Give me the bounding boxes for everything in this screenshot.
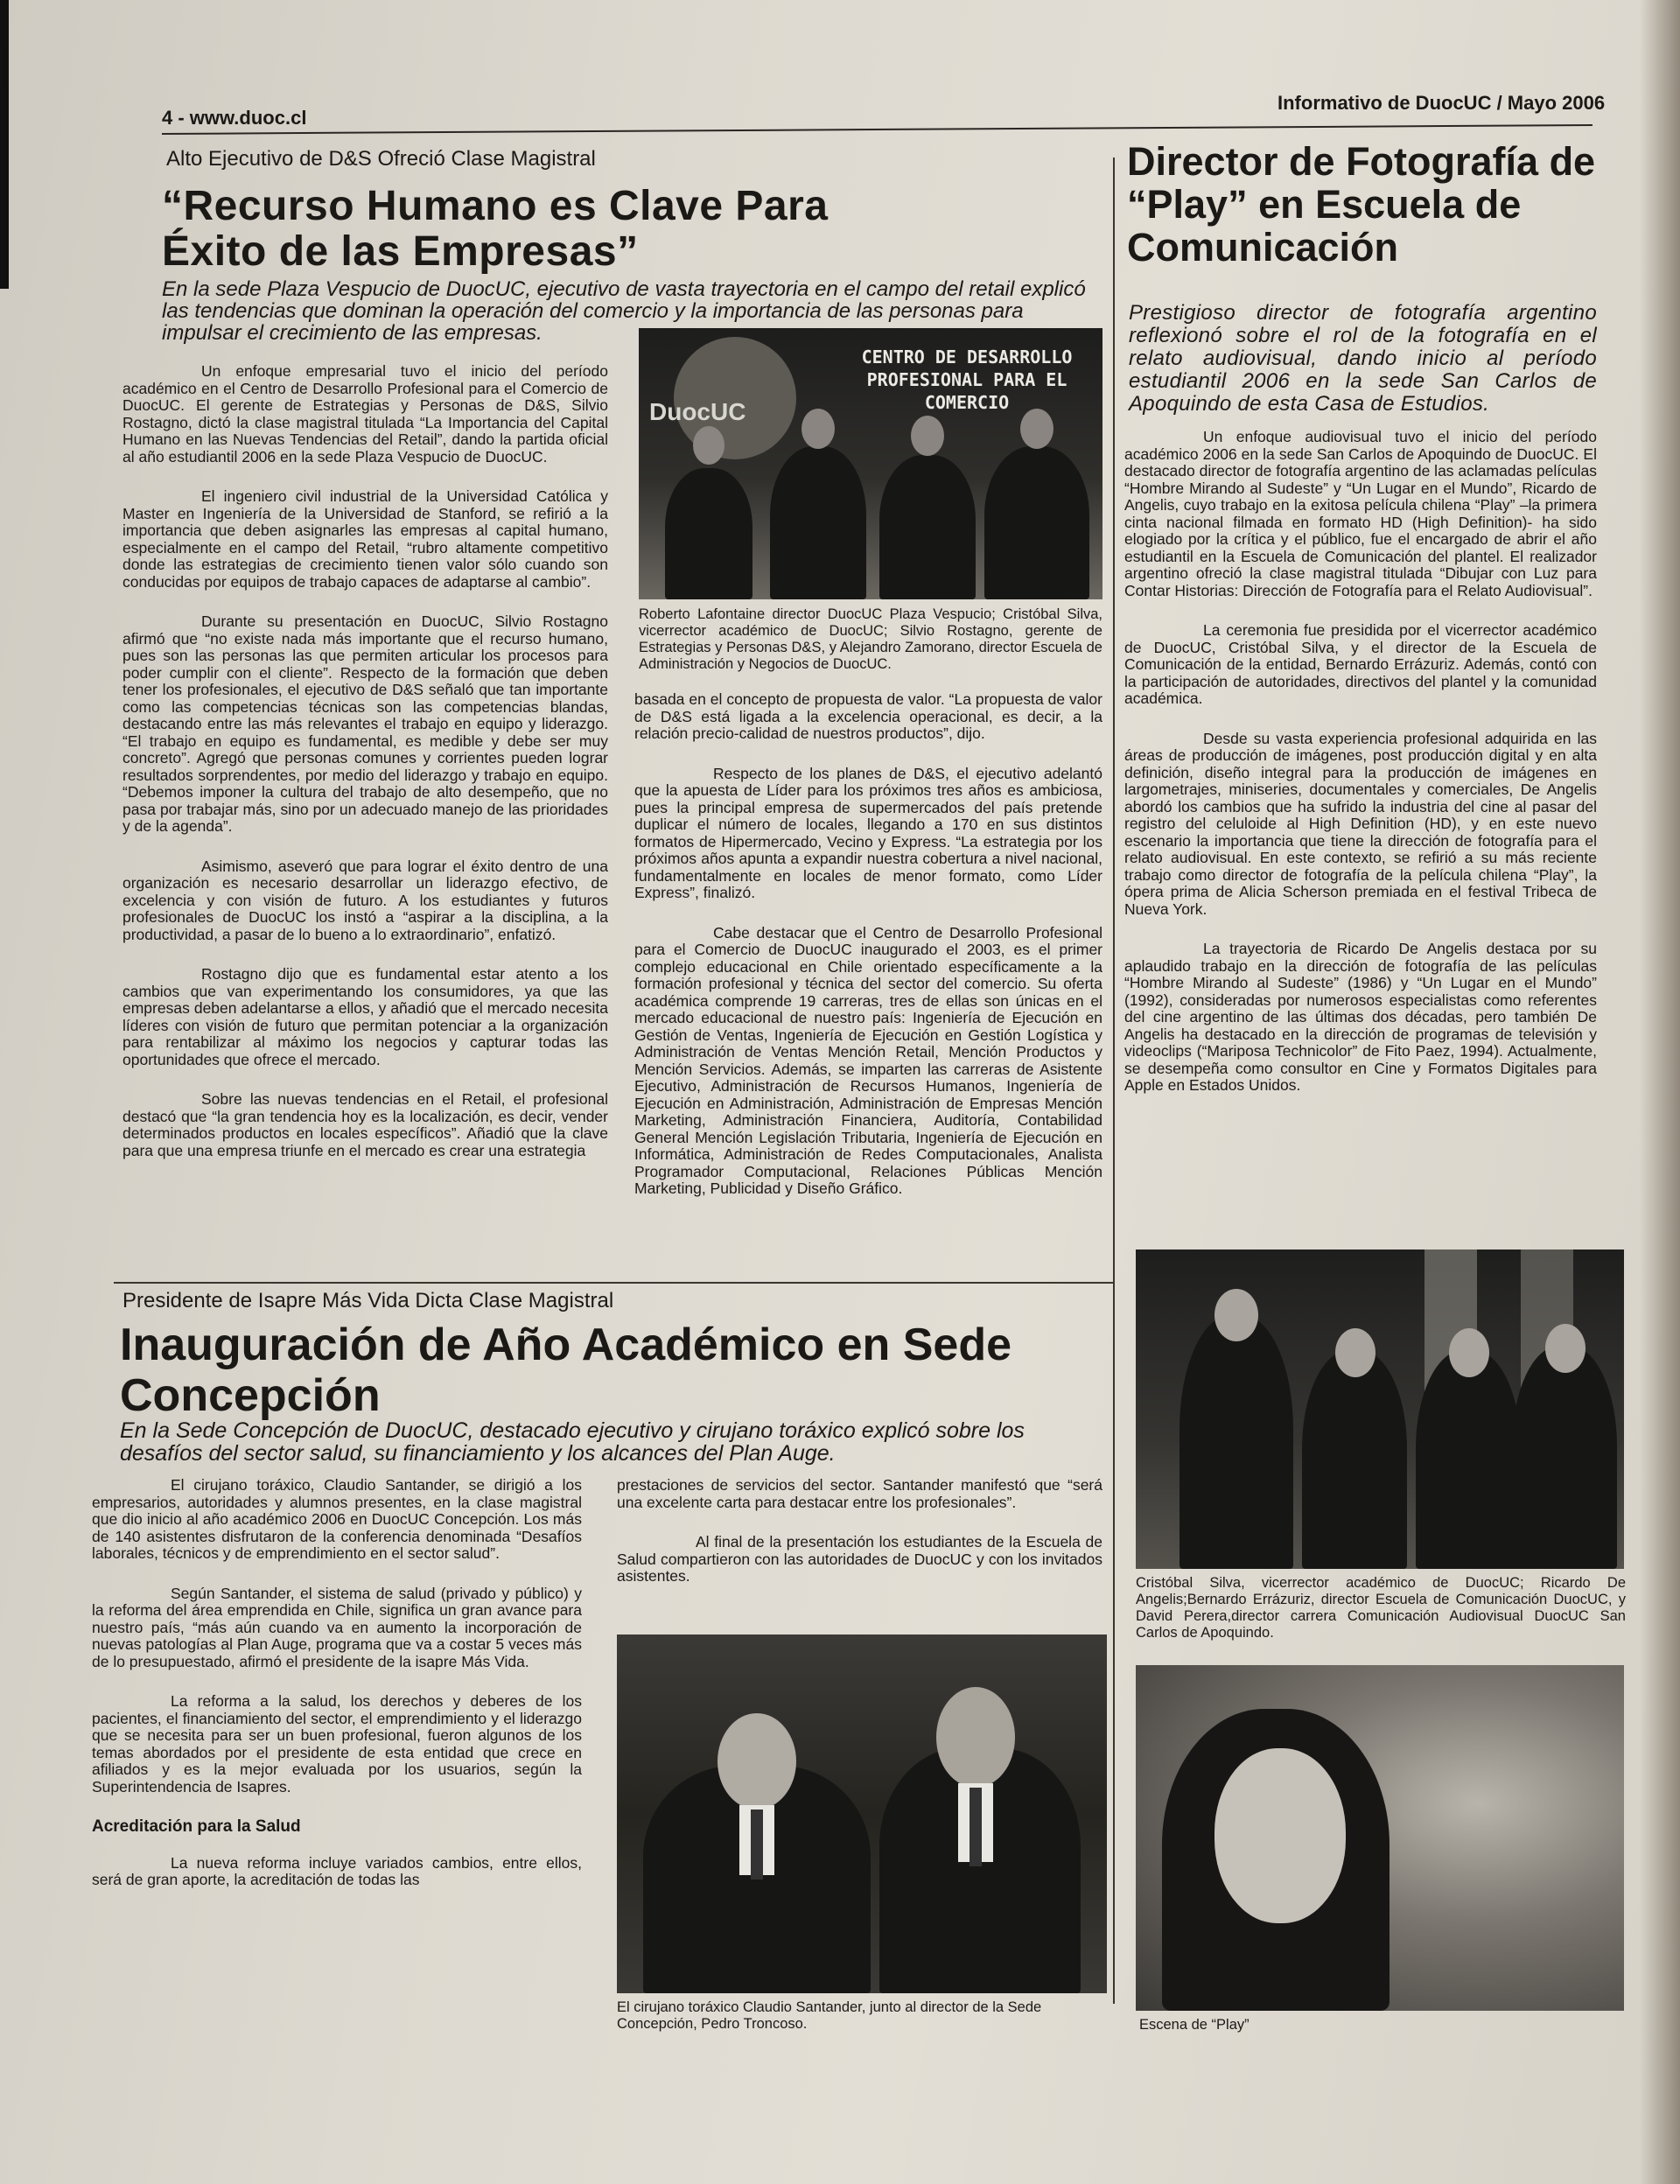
section-divider — [114, 1282, 1113, 1284]
article3-photo — [617, 1634, 1107, 1993]
paragraph: Sobre las nuevas tendencias en el Retail, el profesional destacó que “la gran tendencia hoy es la localización, es decir, vender determinados productos en locales específicos”. Añadió que la clave para que una empresa triunfe en el mercado es crear una estrategia — [122, 1090, 608, 1159]
paragraph: Al final de la presentación los estudiantes de la Escuela de Salud compartieron con las autoridades de DuocUC y con los invitados asistentes. — [617, 1533, 1102, 1585]
paragraph: Según Santander, el sistema de salud (privado y público) y la reforma del área emprendida en Chile, significa un gran avance para nuestro país, “más aún cuando va en aumento la incorporación de nuevas patologías al Plan Auge, programa que va a costar 5 veces más de lo presupuestado, afirmó el presidente de la isapre Más Vida. — [92, 1584, 582, 1670]
tie — [751, 1810, 763, 1880]
person — [665, 468, 752, 599]
article3-column-2 — [617, 1477, 1102, 1608]
person-head — [718, 1713, 796, 1810]
article3-deck: En la Sede Concepción de DuocUC, destacado ejecutivo y cirujano toráxico explicó sobre los desafíos del sector salud, su financiamiento y los alcances del Plan Auge. — [120, 1418, 1025, 1466]
person-head — [1449, 1328, 1489, 1377]
header-rule — [162, 124, 1592, 135]
article1-headline: “Recurso Humano es Clave Para Éxito de las Empresas” — [162, 183, 829, 275]
person — [1302, 1350, 1407, 1569]
article2-photo-play-scene — [1136, 1665, 1624, 2011]
person-head — [1214, 1289, 1258, 1341]
article1-deck: En la sede Plaza Vespucio de DuocUC, ejecutivo de vasta trayectoria en el campo del retail explicó las tendencias que dominan la operación del comercio y la importancia de las personas para impulsar el crecimiento de las empresas. — [162, 277, 1086, 345]
subheading: Acreditación para la Salud — [92, 1817, 301, 1836]
article2-caption-ceremony: Cristóbal Silva, vicerrector académico de DuocUC; Ricardo De Angelis;Bernardo Errázuriz, director Escuela de Comunicación DuocUC, y David Perera,director carrera Comunicación Audiovisual DuocUC San Carlos de Apoquindo. — [1136, 1575, 1626, 1641]
person-head — [693, 426, 724, 465]
paragraph: El ingeniero civil industrial de la Universidad Católica y Master en Ingeniería de la Universidad de Stanford, se refirió a la importancia que deben asignarles las empresas al capital humano, especialmente en el campo del Retail, “rubro altamente competitivo donde las estrategias de crecimiento tienen valor sólo cuando son conducidas por equipos de trabajo capaces de adaptarse al cambio”. — [122, 487, 608, 591]
paragraph: Rostagno dijo que es fundamental estar atento a los cambios que van experimentando los consumidores, ya que las empresas deben adelantarse a ellos, y añadió que el mercado necesita líderes con visión de futuro que permitan potenciar a la organización para rentabilizar al máximo los negocios y capturar todas las oportunidades que ofrece el mercado. — [122, 965, 608, 1068]
binder-edge — [0, 0, 9, 289]
building-sign: CENTRO DE DESARROLLO PROFESIONAL PARA EL COMERCIO — [861, 346, 1073, 413]
article1-column-1 — [122, 363, 608, 1182]
article1-photo-caption: Roberto Lafontaine director DuocUC Plaza Vespucio; Cristóbal Silva, vicerrector académico de DuocUC; Silvio Rostagno, gerente de Estrategias y Personas D&S, y Alejandro Zamorano, director Escuela de Administración y Negocios de DuocUC. — [639, 606, 1102, 672]
paragraph: El cirujano toráxico, Claudio Santander, se dirigió a los empresarios, autoridades y alumnos presentes, en la clase magistral que dio inicio al año académico 2006 en DuocUC Concepción. Los más de 140 asistentes disfrutaron de la conferencia denominada “Desafíos laborales, técnicos y de emprendimiento en el sector salud”. — [92, 1476, 582, 1562]
article3-kicker: Presidente de Isapre Más Vida Dicta Clase Magistral — [122, 1289, 614, 1312]
page-folio: 4 - www.duoc.cl — [162, 107, 307, 129]
paragraph: La trayectoria de Ricardo De Angelis destaca por su aplaudido trabajo en la dirección de fotografía de las películas “Hombre Mirando al Sudeste” (1986) y “Un Lugar en el Mundo” (1992), consideradas por numerosos especialistas como referentes del cine argentino de las últimas dos décadas, pero también De Angelis ha destacado en la dirección de programas de televisión y videoclips (“Mariposa Technicolor” de Fito Paez, 1994). Actualmente, se desempeña como consultor en Cine y Formatos Digitales para Apple en Estados Unidos. — [1124, 940, 1597, 1094]
column-divider — [1113, 158, 1115, 2004]
page-shadow — [1640, 0, 1680, 2184]
paragraph: basada en el concepto de propuesta de valor. “La propuesta de valor de D&S está ligada a la excelencia operacional, es decir, a la relación precio-calidad de nuestros productos”, dijo. — [634, 690, 1102, 742]
paragraph: Un enfoque audiovisual tuvo el inicio del período académico 2006 en la sede San Carlos de Apoquindo de DuocUC. El destacado director de fotografía argentino de las aclamadas películas “Hombre Mirando al Sudeste” y “Un Lugar en el Mundo”, Ricardo de Angelis, cuyo trabajo en la exitosa película chilena “Play” –la primera cinta nacional filmada en formato HD (High Definition)- ha sido elogiado por la crítica y el público, fue el encargado de abrir el año estudiantil en la Escuela de Comunicación del plantel. El realizador argentino ofreció la clase magistral titulada “Dibujar con Luz para Contar Historias: Dirección de Fotografía para el Relato Audiovisual”. — [1124, 428, 1597, 599]
article1-kicker: Alto Ejecutivo de D&S Ofreció Clase Magistral — [166, 147, 596, 171]
article3-photo-caption: El cirujano toráxico Claudio Santander, junto al director de la Sede Concepción, Pedro Troncoso. — [617, 1999, 1042, 2032]
person — [1512, 1346, 1617, 1569]
face — [1214, 1748, 1346, 1923]
person-head — [1020, 409, 1054, 449]
paragraph: Respecto de los planes de D&S, el ejecutivo adelantó que la apuesta de Líder para los próximos tres años es ambiciosa, pues la principal empresa de supermercados del país pretende duplicar el número de locales, llegando a 170 en sus distintos formatos de Hipermercado, Vecino y Express. “La estrategia por los próximos años apunta a expandir nuestra cobertura a nivel nacional, fundamentalmente en locales de menor formato, como Líder Express”, finalizó. — [634, 764, 1102, 901]
article1-column-2 — [634, 691, 1102, 1221]
paragraph: La ceremonia fue presidida por el vicerrector académico de DuocUC, Cristóbal Silva, y el director de la Escuela de Comunicación de la entidad, Bernardo Errázuriz. Además, contó con la participación de autoridades, directivos del plantel y la comunidad académica. — [1124, 621, 1597, 707]
person-head — [936, 1687, 1015, 1788]
paragraph: Asimismo, aseveró que para lograr el éxito dentro de una organización es necesario desarrollar un liderazgo efectivo, de excelencia y con visión de futuro. A los estudiantes y futuros profesionales de DuocUC los instó a “aspirar a la disciplina, a la productividad, a pasar de lo bueno a lo extraordinario”, enfatizó. — [122, 857, 608, 943]
paragraph: prestaciones de servicios del sector. Santander manifestó que “será una excelente carta para destacar entre los profesionales”. — [617, 1476, 1102, 1511]
person — [770, 446, 866, 599]
paragraph: Cabe destacar que el Centro de Desarrollo Profesional para el Comercio de DuocUC inaugurado el 2003, es el primer complejo educacional en Chile orientado específicamente a la formación profesional y técnica del sector del comercio. Su oferta académica comprende 19 carreras, tres de ellas son únicas en el mercado educacional de nuestro país: Ingeniería de Ejecución en Gestión de Ventas, Ingeniería de Ejecución en Gestión Logística y Administración de Ventas Mención Retail, Mención Productos y Mención Servicios. Además, se imparten las carreras de Asistente Ejecutivo, Administración de Recursos Humanos, Ingeniería de Ejecución en Administración, Administración de Empresas Mención Marketing, Administración Financiera, Auditoría, Contabilidad General Mención Legislación Tributaria, Ingeniería de Ejecución en Informática, Administración de Redes Computacionales, Analista Programador Computacional, Relaciones Públicas Mención Marketing, Publicidad y Diseño Gráfico. — [634, 923, 1102, 1197]
duocuc-logo: DuocUC — [649, 398, 746, 425]
article3-column-1 — [92, 1477, 582, 1912]
person — [984, 446, 1089, 599]
article2-headline: Director de Fotografía de “Play” en Escuela de Comunicación — [1127, 139, 1596, 270]
article2-deck: Prestigioso director de fotografía argentino reflexionó sobre el rol de la fotografía en el relato audiovisual, dando inicio al período estudiantil 2006 en la sede San Carlos de Apoquindo de esta Casa de Estudios. — [1129, 301, 1597, 416]
person-head — [1545, 1324, 1586, 1373]
person-head — [1335, 1328, 1376, 1377]
paragraph: La reforma a la salud, los derechos y deberes de los pacientes, el financiamiento del sector, el emprendimiento y el liderazgo que se necesita para ser un buen profesional, fueron algunos de los temas abordados por el presidente de esta entidad que crece en afiliados y es la mejor evaluada por los usuarios, según la Superintendencia de Isapres. — [92, 1692, 582, 1796]
person-head — [802, 409, 835, 449]
person-head — [911, 416, 944, 456]
tie — [970, 1788, 982, 1866]
paragraph: Desde su vasta experiencia profesional adquirida en las áreas de producción de imágenes, post producción digital y en alta definición, diseño integral para la producción de imágenes en largometrajes, miniseries, documentales y comerciales, De Angelis abordó los cambios que ha sufrido la industria del cine al pasar del registro del celuloide al High Definition (HD), y en este nuevo escenario la importancia que tiene la dirección de fotografía para el relato audiovisual. En este contexto, se refirió a su más reciente trabajo como director de fotografía de la película chilena “Play”, la ópera prima de Alicia Scherson premiada en el festival Tribeca de Nueva York. — [1124, 729, 1597, 918]
article2-caption-scene: Escena de “Play” — [1139, 2017, 1250, 2033]
article2-photo-ceremony — [1136, 1250, 1624, 1569]
article3-headline: Inauguración de Año Académico en Sede Concepción — [120, 1320, 1012, 1421]
paragraph: Durante su presentación en DuocUC, Silvio Rostagno afirmó que “no existe nada más importante que el recurso humano, pues son las personas las que permiten articular los procesos para poder cumplir con el cliente”. Respecto de la formación que deben tener los profesionales, el ejecutivo de D&S señaló que tan importante como las competencias técnicas son las competencias blandas, destacando entre las más relevantes el trabajo en equipo y liderazgo. “El trabajo en equipo es fundamental, es medible y debe ser muy concreto”. Agregó que personas comunes y corrientes pueden lograr resultados sorprendentes, por medio del liderazgo y trabajo en equipo. “Debemos imponer la cultura del trabajo de alto desempeño, que no pasa por trabajar más, sino por un adecuado manejo de las prioridades y de la agenda”. — [122, 612, 608, 835]
masthead: Informativo de DuocUC / Mayo 2006 — [1278, 92, 1606, 114]
person — [1180, 1315, 1293, 1569]
article2-body — [1124, 429, 1597, 1117]
paragraph: La nueva reforma incluye variados cambios, entre ellos, será de gran aporte, la acreditación de todas las — [92, 1853, 582, 1888]
paragraph: Un enfoque empresarial tuvo el inicio del período académico en el Centro de Desarrollo Profesional para el Comercio de DuocUC. El gerente de Estrategias y Personas de D&S, Silvio Rostagno, dictó la clase magistral titulada “La Importancia del Capital Humano en las Nuevas Tendencias del Retail”, dando la partida oficial al año estudiantil 2006 en la sede Plaza Vespucio de DuocUC. — [122, 362, 608, 466]
person — [879, 455, 976, 599]
article1-photo — [639, 328, 1102, 599]
person — [1416, 1350, 1521, 1569]
